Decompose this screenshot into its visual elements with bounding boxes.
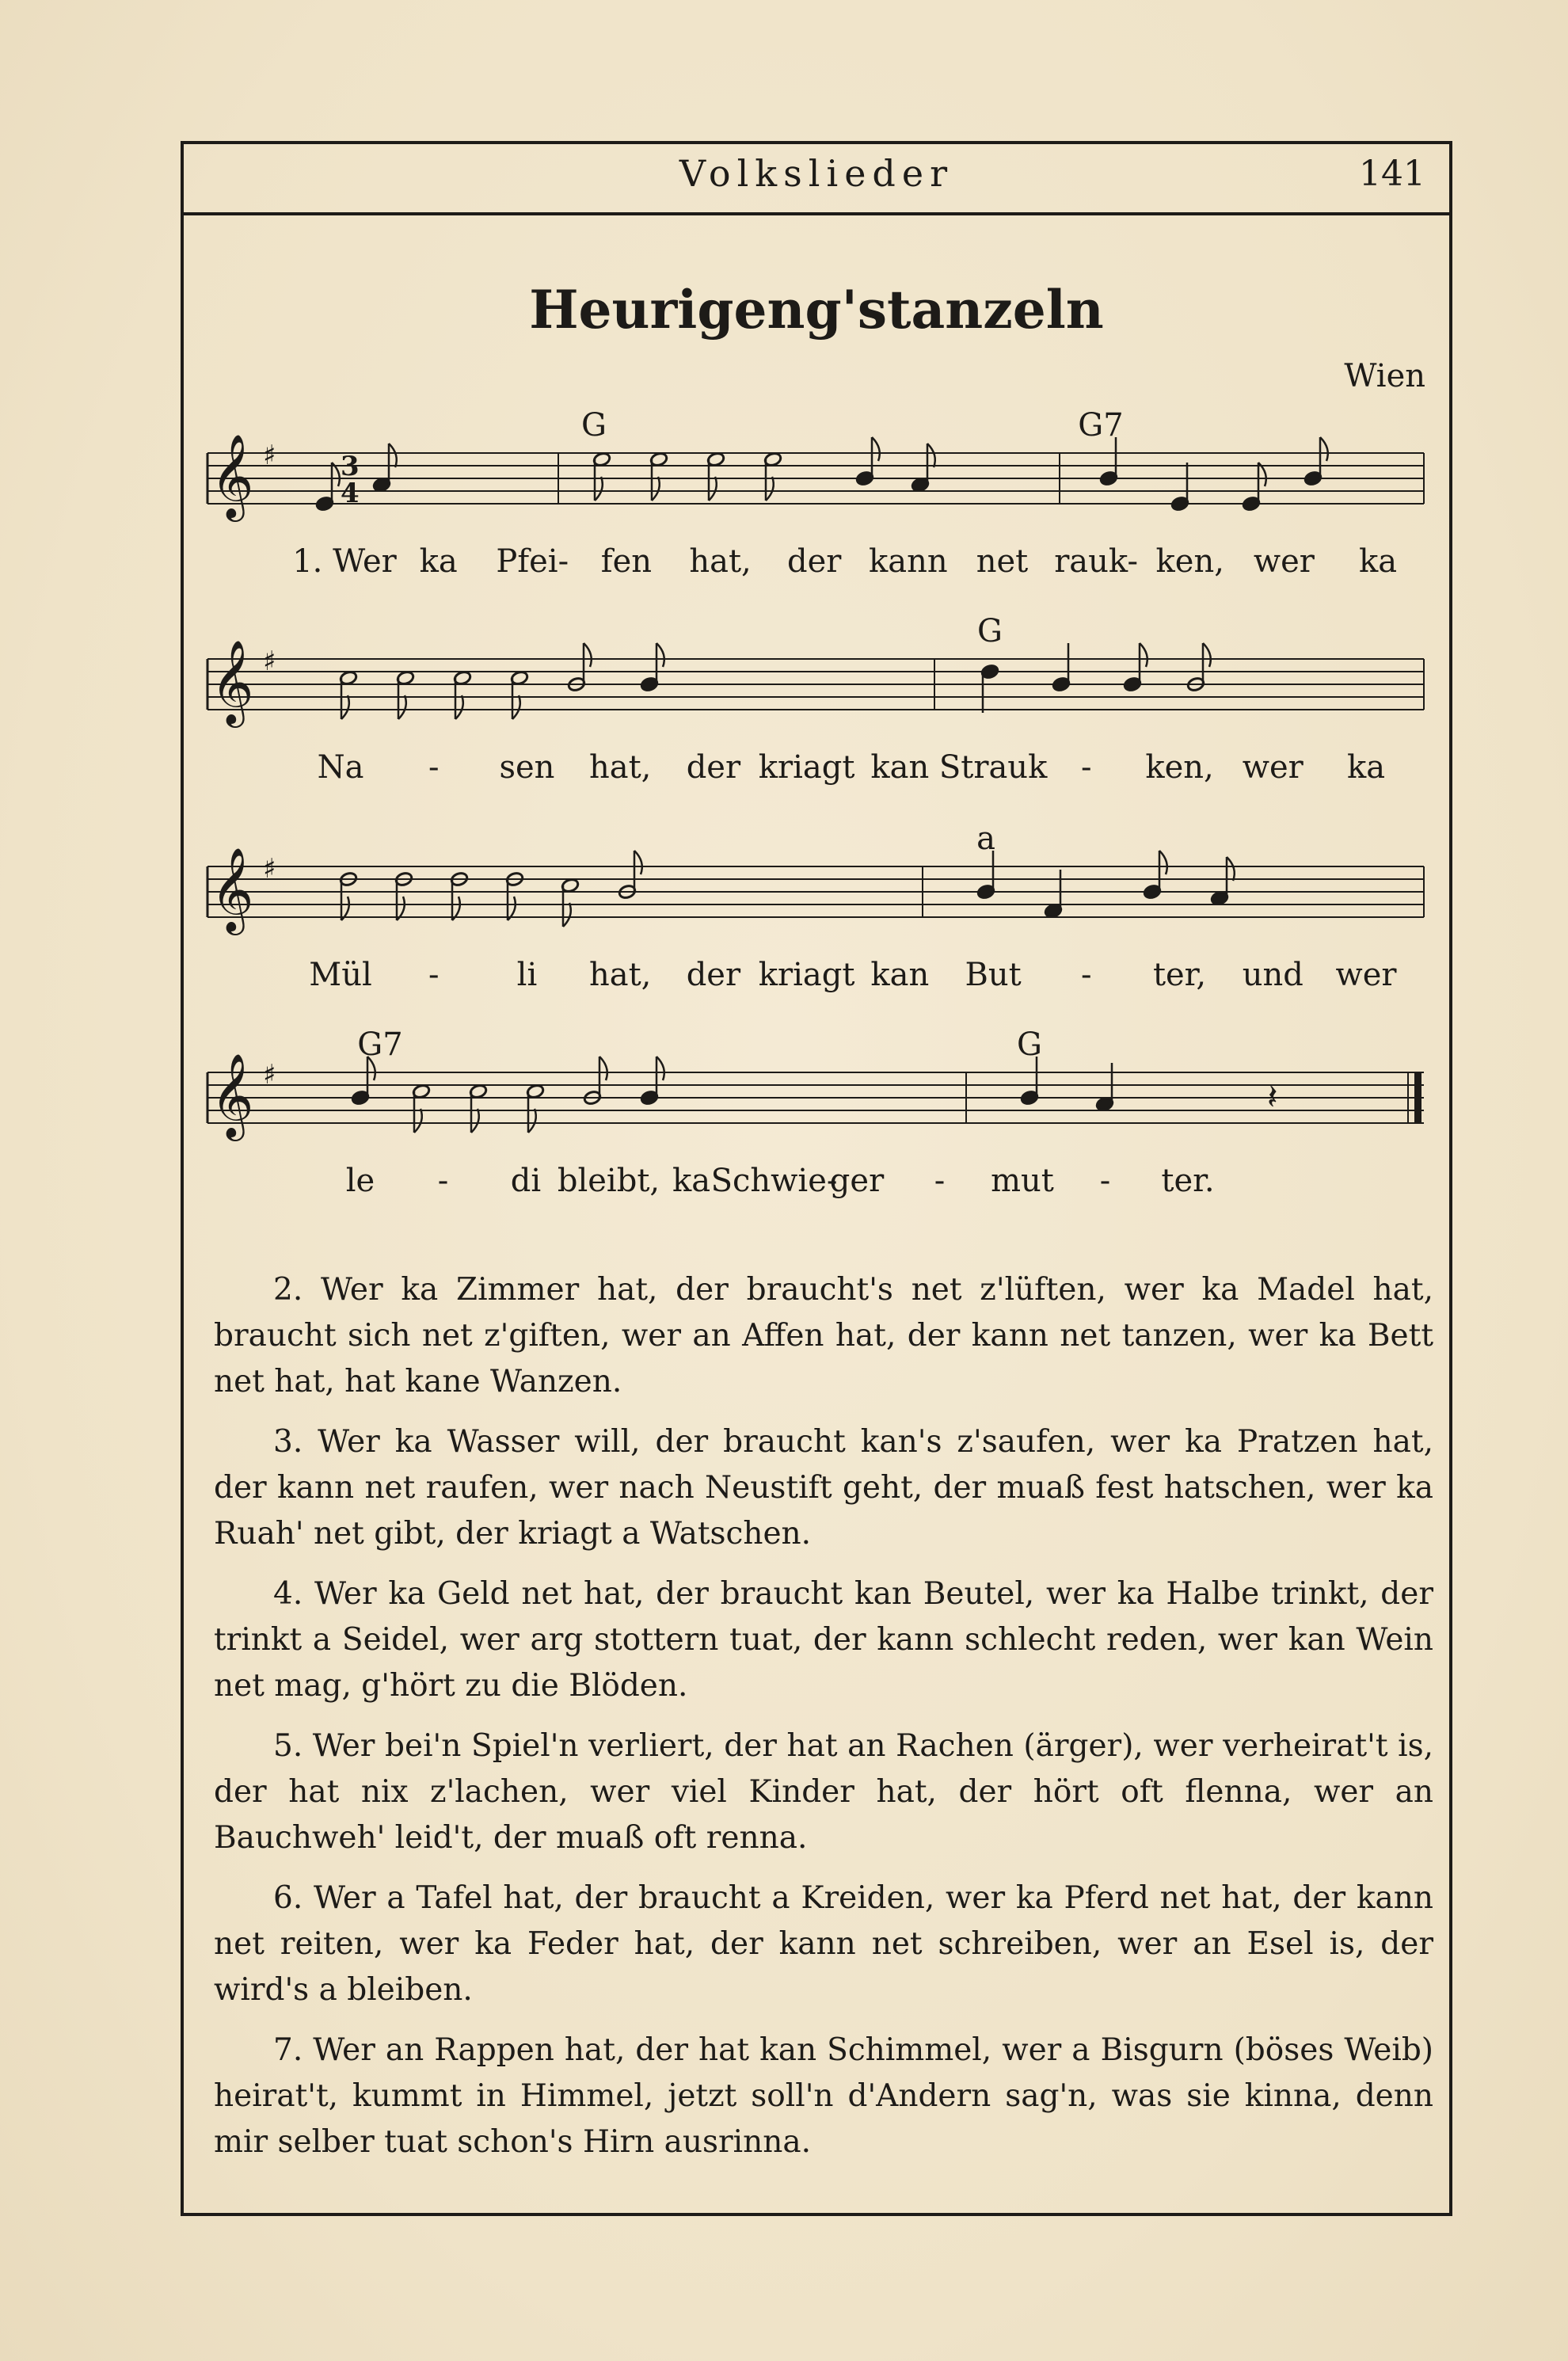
lyric-syllable: ka xyxy=(419,543,458,580)
note-flag xyxy=(872,437,880,461)
lyric-syllable: der xyxy=(786,543,842,580)
music-system xyxy=(207,1026,1424,1199)
time-signature-bottom: 4 xyxy=(341,478,360,509)
chord-symbol: G xyxy=(977,613,1003,649)
lyric-syllable: sen xyxy=(499,749,555,786)
lyric-syllable: der xyxy=(686,957,741,993)
lyric-syllable: 1. Wer xyxy=(292,543,397,580)
music-system xyxy=(207,407,1424,580)
key-signature-sharp: ♯ xyxy=(263,1059,276,1091)
lyric-syllable: ken, xyxy=(1155,543,1224,580)
lyric-syllable: ka xyxy=(672,1163,711,1199)
note-flag xyxy=(398,695,406,719)
lyric-syllable: Pfei- xyxy=(496,543,569,580)
lyric-syllable: Mül xyxy=(309,957,372,993)
stanza-7: 7. Wer an Rappen hat, der hat kan Schimmel, wer a Bisgurn (böses Weib) heirat't, kummt in Himmel, jetzt soll'n d'Andern sag'n, was sie kinna, denn mir selber tuat schon's Hirn ausrinna. xyxy=(214,2032,1433,2160)
lyric-syllable: li xyxy=(516,957,538,993)
chord-symbol: a xyxy=(976,821,995,857)
music-system xyxy=(207,821,1424,993)
lyric-syllable: kriagt xyxy=(758,749,855,786)
note-flag xyxy=(512,695,520,719)
lyric-syllable: kan xyxy=(870,957,930,993)
lyric-syllable: rauk- xyxy=(1054,543,1138,580)
key-signature-sharp: ♯ xyxy=(263,440,276,471)
note-flag xyxy=(341,695,349,719)
lyric-syllable: ka xyxy=(1346,749,1386,786)
treble-clef: 𝄞 xyxy=(211,433,254,518)
lyric-syllable: Schwie- xyxy=(710,1163,838,1199)
chord-symbol: G xyxy=(1017,1026,1042,1063)
lyric-syllable: kriagt xyxy=(758,957,855,993)
lyric-syllable: Na xyxy=(317,749,364,786)
music-system xyxy=(207,613,1424,786)
lyric-syllable: - xyxy=(1081,749,1092,786)
lyric-syllable: - xyxy=(437,1163,449,1199)
lyric-syllable: hat, xyxy=(689,543,752,580)
lyric-syllable: wer xyxy=(1253,543,1315,580)
treble-clef: 𝄞 xyxy=(211,1053,254,1137)
lyric-syllable: ka xyxy=(1358,543,1398,580)
stanza-5: 5. Wer bei'n Spiel'n verliert, der hat an Rachen (ärger), wer verheirat't is, der hat nix z'lachen, wer viel Kinder hat, der hört oft flenna, wer an Bauchweh' leid't, der muaß oft renna. xyxy=(214,1728,1433,1856)
key-signature-sharp: ♯ xyxy=(263,853,276,885)
lyric-syllable: - xyxy=(1099,1163,1111,1199)
chord-symbol: G7 xyxy=(1078,407,1124,444)
lyric-syllable: - xyxy=(428,749,440,786)
note-flag xyxy=(389,444,397,467)
note-flag xyxy=(657,1057,664,1080)
note-flag xyxy=(471,1109,479,1133)
note-flag xyxy=(528,1109,536,1133)
chord-symbol: G7 xyxy=(357,1026,403,1063)
lyric-syllable: ter. xyxy=(1161,1163,1215,1199)
lyric-syllable: wer xyxy=(1242,749,1303,786)
note-flag xyxy=(634,851,642,874)
note-flag xyxy=(455,695,463,719)
note-flag xyxy=(927,444,935,467)
treble-clef: 𝄞 xyxy=(211,847,254,931)
lyric-syllable: di xyxy=(510,1163,542,1199)
stanza-6: 6. Wer a Tafel hat, der braucht a Kreiden, wer ka Pferd net hat, der kann net reiten, wer ka Feder hat, der kann net schreiben, wer an Esel is, der wird's a bleiben. xyxy=(214,1880,1433,2008)
lyric-syllable: ter, xyxy=(1152,957,1207,993)
final-barline-thick xyxy=(1414,1072,1421,1123)
stanza-2: 2. Wer ka Zimmer hat, der braucht's net z'lüften, wer ka Madel hat, braucht sich net z'giften, wer an Affen hat, der kann net tanzen, wer ka Bett net hat, hat kane Wanzen. xyxy=(214,1272,1433,1399)
song-origin: Wien xyxy=(1344,358,1425,394)
note-flag xyxy=(1140,643,1147,667)
note-flag xyxy=(563,903,571,927)
quarter-rest: 𝄽 xyxy=(1267,1077,1278,1118)
note-flag xyxy=(599,1057,607,1080)
lyric-syllable: But xyxy=(965,957,1022,993)
lyric-syllable: le xyxy=(345,1163,375,1199)
lyric-syllable: kann xyxy=(869,543,948,580)
music-systems xyxy=(207,407,1424,1199)
lyric-syllable: bleibt, xyxy=(557,1163,660,1199)
lyric-syllable: mut xyxy=(991,1163,1054,1199)
lyric-syllable: - xyxy=(934,1163,946,1199)
treble-clef: 𝄞 xyxy=(211,639,254,724)
key-signature-sharp: ♯ xyxy=(263,645,276,677)
lyric-syllable: wer xyxy=(1335,957,1397,993)
note-flag xyxy=(595,477,603,501)
lyric-syllable: hat, xyxy=(588,749,652,786)
lyric-syllable: kan xyxy=(870,749,930,786)
lyric-syllable: Strauk xyxy=(938,749,1048,786)
note-flag xyxy=(652,477,660,501)
stanza-4: 4. Wer ka Geld net hat, der braucht kan Beutel, wer ka Halbe trinkt, der trinkt a Seidel, wer arg stottern tuat, der kann schlecht reden, wer kan Wein net mag, g'hört zu die Blöden. xyxy=(214,1576,1433,1704)
lyric-syllable: - xyxy=(1081,957,1092,993)
time-signature-top: 3 xyxy=(341,451,360,482)
page-number: 141 xyxy=(1359,154,1425,194)
lyric-syllable: der xyxy=(686,749,741,786)
running-head: Volkslieder xyxy=(679,152,954,195)
note-flag xyxy=(1159,851,1167,874)
lyric-syllable: ken, xyxy=(1145,749,1214,786)
chord-symbol: G xyxy=(581,407,607,444)
note-flag xyxy=(1320,437,1328,461)
lyric-syllable: und xyxy=(1242,957,1303,993)
lyric-syllable: net xyxy=(976,543,1029,580)
note-flag xyxy=(1203,643,1211,667)
stanza-3: 3. Wer ka Wasser will, der braucht kan's z'saufen, wer ka Pratzen hat, der kann net raufen, wer nach Neustift geht, der muaß fest hatschen, wer ka Ruah' net gibt, der kriagt a Watschen. xyxy=(214,1424,1433,1552)
lyric-syllable: hat, xyxy=(588,957,652,993)
note-flag xyxy=(584,643,592,667)
note-flag xyxy=(709,477,717,501)
note-flag xyxy=(657,643,664,667)
lyric-syllable: fen xyxy=(600,543,653,580)
note-flag xyxy=(766,477,774,501)
note-flag xyxy=(1227,857,1235,881)
song-title: Heurigeng'stanzeln xyxy=(529,279,1104,341)
lyric-syllable: ger xyxy=(829,1163,885,1199)
lyric-syllable: - xyxy=(428,957,440,993)
note-flag xyxy=(414,1109,422,1133)
